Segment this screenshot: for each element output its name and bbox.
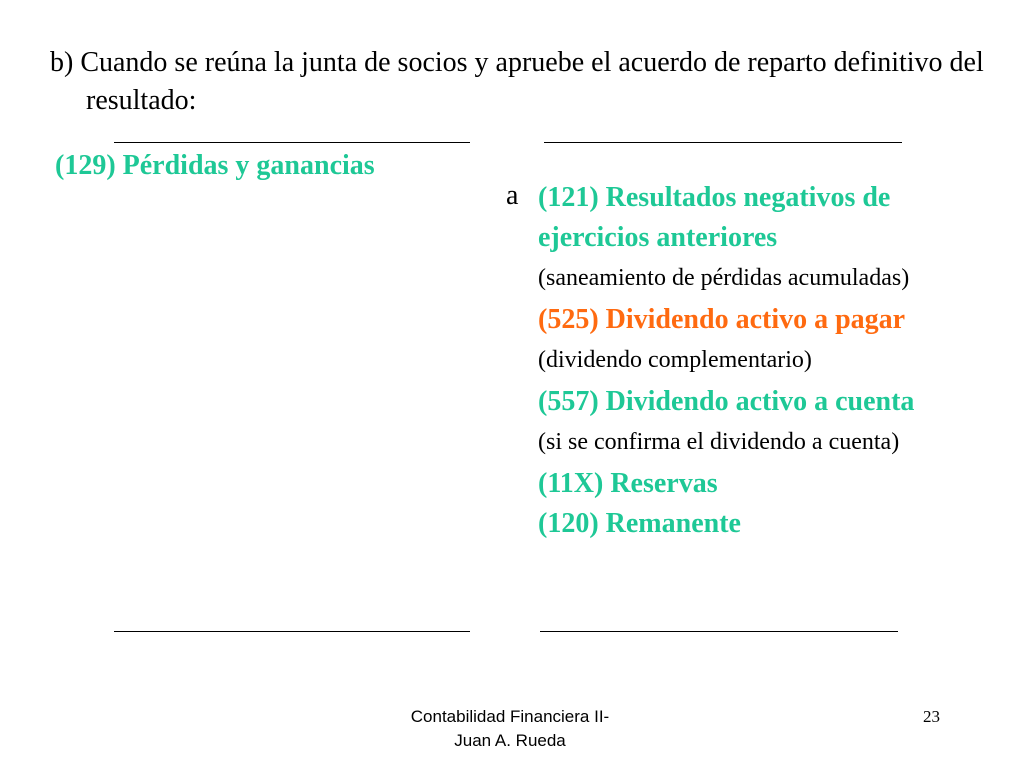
credit-account-557: (557) Dividendo activo a cuenta — [538, 386, 915, 417]
debit-account: (129) Pérdidas y ganancias — [55, 150, 375, 181]
top-right-rule — [544, 142, 902, 143]
credit-accounts-list — [538, 178, 1008, 544]
footer-line-1: Contabilidad Financiera II- — [410, 707, 610, 726]
bottom-right-rule — [540, 631, 898, 632]
top-left-rule — [114, 142, 470, 143]
credit-account-11x: (11X) Reservas — [538, 468, 718, 499]
credit-account-121: (121) Resultados negativos de ejercicios anteriores — [538, 182, 891, 253]
connector-a: a — [506, 180, 519, 211]
credit-account-525: (525) Dividendo activo a pagar — [538, 304, 906, 335]
credit-note-121: (saneamiento de pérdidas acumuladas) — [538, 265, 910, 291]
credit-note-557: (si se confirma el dividendo a cuenta) — [538, 429, 900, 455]
intro-text: b) Cuando se reúna la junta de socios y apruebe el acuerdo de reparto definitivo del resultado: — [50, 47, 984, 116]
footer-line-2: Juan A. Rueda — [454, 731, 566, 750]
credit-account-120: (120) Remanente — [538, 508, 741, 539]
page-number: 23 — [923, 707, 940, 726]
footer-credit — [370, 705, 650, 753]
bottom-left-rule — [114, 631, 470, 632]
credit-note-525: (dividendo complementario) — [538, 347, 812, 373]
